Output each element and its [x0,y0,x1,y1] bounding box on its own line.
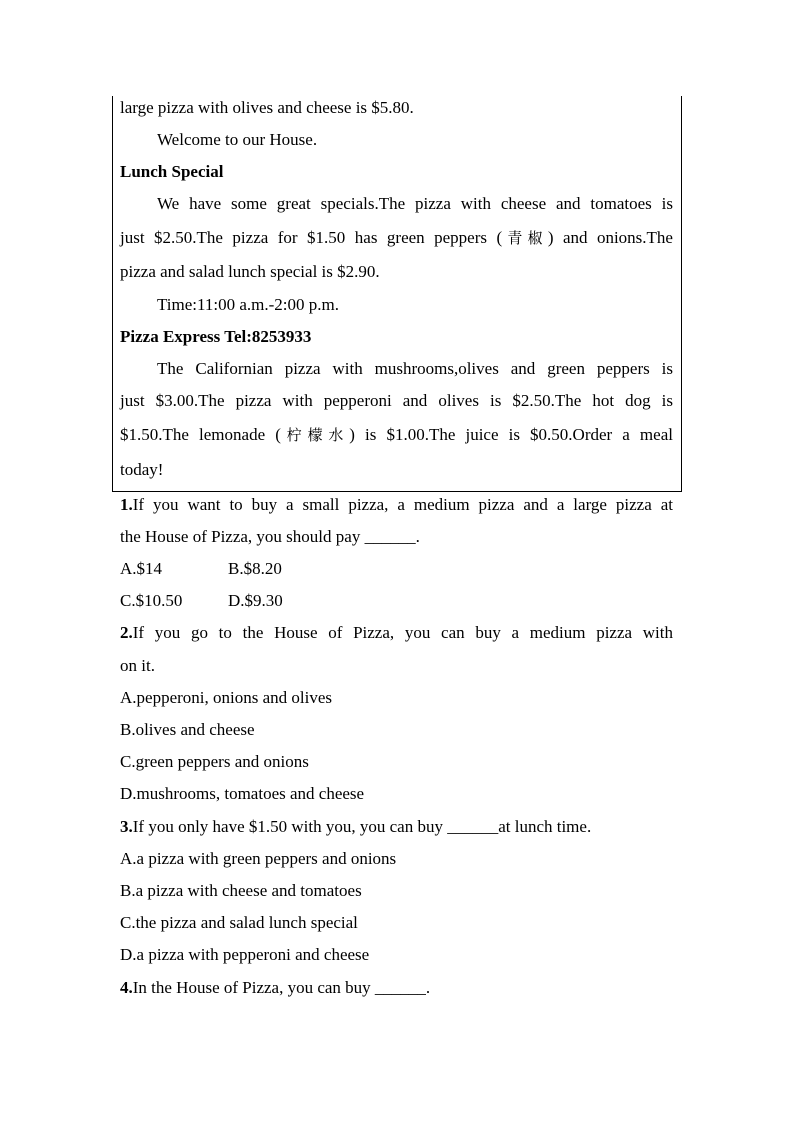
time-line: Time:11:00 a.m.-2:00 p.m. [157,295,339,314]
question-4-stem: 4.In the House of Pizza, you can buy ______. [120,978,431,997]
question-1-option-a[interactable]: A.$14 [120,559,163,578]
express-paragraph-line: The Californian pizza with mushrooms,olives and green peppers is [157,359,673,378]
question-3-option-a[interactable]: A.a pizza with green peppers and onions [120,849,397,868]
question-3-stem: 3.If you only have $1.50 with you, you can buy ______at lunch time. [120,817,592,836]
question-1-option-c[interactable]: C.$10.50 [120,591,183,610]
lunch-paragraph-line: We have some great specials.The pizza with cheese and tomatoes is [157,194,673,213]
express-paragraph-line: today! [120,460,164,479]
lunch-special-heading: Lunch Special [120,162,224,181]
pizza-express-heading: Pizza Express Tel:8253933 [120,327,312,346]
question-2-option-c[interactable]: C.green peppers and onions [120,752,309,771]
question-2-option-d[interactable]: D.mushrooms, tomatoes and cheese [120,784,365,803]
question-2-option-a[interactable]: A.pepperoni, onions and olives [120,688,332,707]
question-2-option-b[interactable]: B.olives and cheese [120,720,255,739]
question-1-option-d[interactable]: D.$9.30 [228,591,283,610]
welcome-line: Welcome to our House. [157,130,318,149]
lunch-paragraph-line: just $2.50.The pizza for $1.50 has green peppers (青椒) and onions.The [120,228,673,247]
question-1-stem: 1.If you want to buy a small pizza, a medium pizza and a large pizza at [120,495,673,514]
question-1-stem-cont: the House of Pizza, you should pay ______. [120,527,420,546]
chinese-gloss: 青椒 [502,229,548,247]
passage-line: large pizza with olives and cheese is $5.80. [120,98,414,117]
question-3-option-b[interactable]: B.a pizza with cheese and tomatoes [120,881,362,900]
question-2-stem: 2.If you go to the House of Pizza, you can buy a medium pizza with [120,623,673,642]
question-1-options-row [120,559,282,579]
chinese-gloss: 柠檬水 [280,426,350,444]
question-3-option-c[interactable]: C.the pizza and salad lunch special [120,913,358,932]
express-paragraph-line: $1.50.The lemonade (柠檬水) is $1.00.The juice is $0.50.Order a meal [120,425,673,444]
express-paragraph-line: just $3.00.The pizza with pepperoni and olives is $2.50.The hot dog is [120,391,673,410]
question-3-option-d[interactable]: D.a pizza with pepperoni and cheese [120,945,370,964]
lunch-paragraph-line: pizza and salad lunch special is $2.90. [120,262,380,281]
question-2-stem-cont: on it. [120,656,155,675]
question-1-options-row [120,591,283,611]
question-1-option-b[interactable]: B.$8.20 [228,559,282,578]
